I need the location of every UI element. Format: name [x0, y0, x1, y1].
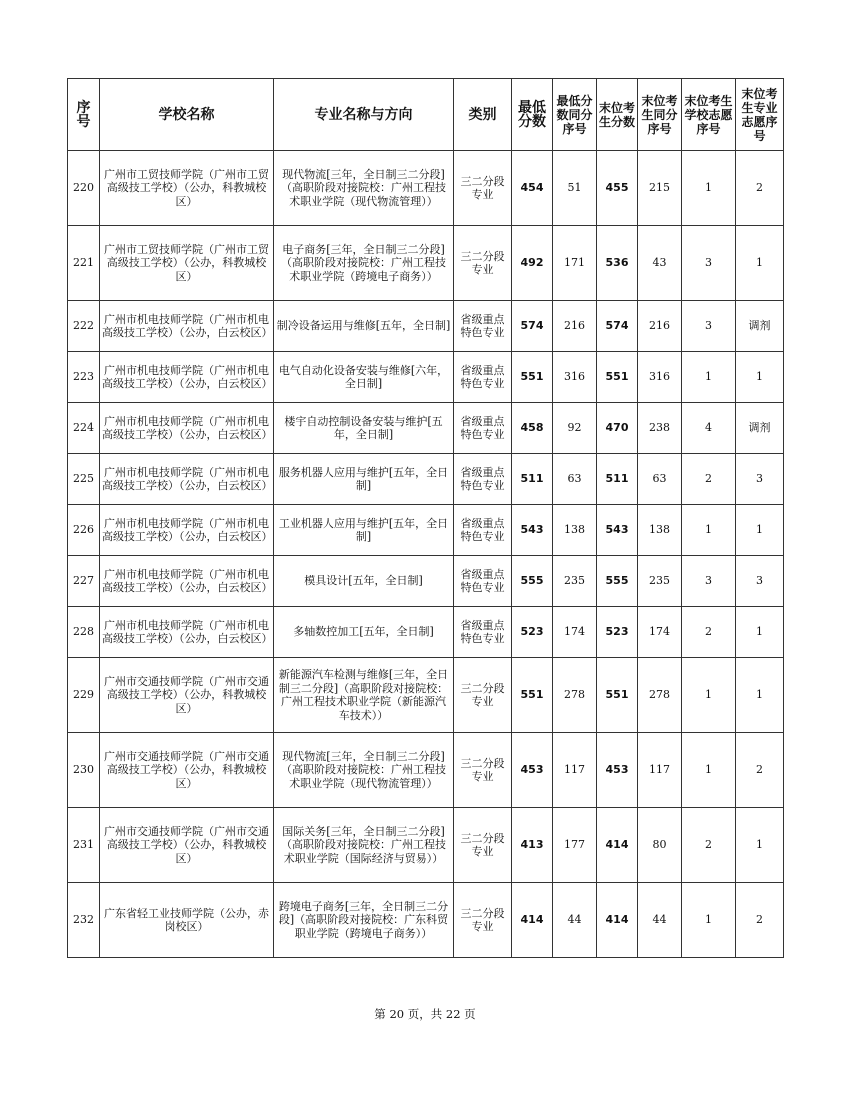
last-score: 543: [597, 505, 638, 556]
table-row: [68, 607, 784, 658]
school-name: 广州市机电技师学院（广州市机电高级技工学校）（公办，白云校区）: [100, 556, 274, 607]
row-number: 229: [68, 658, 100, 733]
row-number: 228: [68, 607, 100, 658]
last-score-rank: 316: [638, 352, 682, 403]
row-number: 227: [68, 556, 100, 607]
school-name: 广州市机电技师学院（广州市机电高级技工学校）（公办，白云校区）: [100, 352, 274, 403]
school-name: 广州市机电技师学院（广州市机电高级技工学校）（公办，白云校区）: [100, 505, 274, 556]
header-last-score: 末位考生分数: [597, 79, 638, 151]
last-score-rank: 215: [638, 151, 682, 226]
school-name: 广州市机电技师学院（广州市机电高级技工学校）（公办，白云校区）: [100, 403, 274, 454]
last-score-rank: 235: [638, 556, 682, 607]
min-score: 492: [512, 226, 553, 301]
row-number: 221: [68, 226, 100, 301]
category: 三二分段专业: [454, 883, 512, 958]
table-row: [68, 556, 784, 607]
category: 省级重点特色专业: [454, 505, 512, 556]
major-name: 电气自动化设备安装与维修[六年，全日制]: [274, 352, 454, 403]
admission-table: [67, 78, 784, 958]
school-name: 广州市机电技师学院（广州市机电高级技工学校）（公办，白云校区）: [100, 454, 274, 505]
header-last-school-pref: 末位考生学校志愿序号: [682, 79, 736, 151]
min-score-rank: 44: [553, 883, 597, 958]
table-body: [68, 151, 784, 958]
major-name: 新能源汽车检测与维修[三年，全日制三二分段]（高职阶段对接院校：广州工程技术职业学院（新能源汽车技术））: [274, 658, 454, 733]
min-score: 555: [512, 556, 553, 607]
school-name: 广州市工贸技师学院（广州市工贸高级技工学校）（公办，科教城校区）: [100, 151, 274, 226]
last-score-rank: 278: [638, 658, 682, 733]
table-row: [68, 808, 784, 883]
min-score: 543: [512, 505, 553, 556]
min-score-rank: 316: [553, 352, 597, 403]
header-min-score: 最低分数: [512, 79, 553, 151]
min-score-rank: 51: [553, 151, 597, 226]
last-score: 536: [597, 226, 638, 301]
table-row: [68, 352, 784, 403]
row-number: 223: [68, 352, 100, 403]
header-min-rank: 最低分数同分序号: [553, 79, 597, 151]
school-preference: 2: [682, 454, 736, 505]
min-score: 458: [512, 403, 553, 454]
min-score: 523: [512, 607, 553, 658]
table-row: [68, 505, 784, 556]
last-score: 470: [597, 403, 638, 454]
school-preference: 3: [682, 301, 736, 352]
category: 三二分段专业: [454, 658, 512, 733]
table-row: [68, 226, 784, 301]
school-preference: 3: [682, 226, 736, 301]
min-score-rank: 278: [553, 658, 597, 733]
category: 省级重点特色专业: [454, 301, 512, 352]
table-row: [68, 403, 784, 454]
category: 省级重点特色专业: [454, 607, 512, 658]
header-last-major-pref: 末位考生专业志愿序号: [736, 79, 784, 151]
school-preference: 1: [682, 883, 736, 958]
last-score: 555: [597, 556, 638, 607]
row-number: 222: [68, 301, 100, 352]
major-preference: 1: [736, 352, 784, 403]
major-preference: 调剂: [736, 403, 784, 454]
min-score-rank: 174: [553, 607, 597, 658]
category: 三二分段专业: [454, 151, 512, 226]
category: 省级重点特色专业: [454, 403, 512, 454]
last-score: 414: [597, 883, 638, 958]
major-preference: 1: [736, 808, 784, 883]
major-preference: 2: [736, 151, 784, 226]
major-name: 跨境电子商务[三年，全日制三二分段]（高职阶段对接院校：广东科贸职业学院（跨境电子商务））: [274, 883, 454, 958]
last-score-rank: 43: [638, 226, 682, 301]
min-score: 574: [512, 301, 553, 352]
table-row: [68, 301, 784, 352]
major-name: 多轴数控加工[五年，全日制]: [274, 607, 454, 658]
school-preference: 1: [682, 733, 736, 808]
school-preference: 1: [682, 505, 736, 556]
major-name: 现代物流[三年，全日制三二分段]（高职阶段对接院校：广州工程技术职业学院（现代物流管理））: [274, 733, 454, 808]
major-preference: 2: [736, 883, 784, 958]
last-score: 523: [597, 607, 638, 658]
last-score: 414: [597, 808, 638, 883]
category: 三二分段专业: [454, 808, 512, 883]
min-score-rank: 216: [553, 301, 597, 352]
school-name: 广东省轻工业技师学院（公办，赤岗校区）: [100, 883, 274, 958]
major-name: 电子商务[三年，全日制三二分段]（高职阶段对接院校：广州工程技术职业学院（跨境电子商务））: [274, 226, 454, 301]
major-preference: 2: [736, 733, 784, 808]
school-preference: 1: [682, 151, 736, 226]
table-header-row: [68, 79, 784, 151]
category: 三二分段专业: [454, 733, 512, 808]
major-name: 现代物流[三年，全日制三二分段]（高职阶段对接院校：广州工程技术职业学院（现代物流管理））: [274, 151, 454, 226]
header-major: 专业名称与方向: [274, 79, 454, 151]
school-preference: 1: [682, 352, 736, 403]
table-row: [68, 658, 784, 733]
major-preference: 调剂: [736, 301, 784, 352]
min-score-rank: 138: [553, 505, 597, 556]
major-preference: 1: [736, 226, 784, 301]
min-score: 551: [512, 658, 553, 733]
row-number: 224: [68, 403, 100, 454]
last-score-rank: 63: [638, 454, 682, 505]
last-score: 551: [597, 352, 638, 403]
table-row: [68, 733, 784, 808]
min-score-rank: 177: [553, 808, 597, 883]
school-preference: 4: [682, 403, 736, 454]
last-score-rank: 238: [638, 403, 682, 454]
header-no: 序号: [68, 79, 100, 151]
school-preference: 1: [682, 658, 736, 733]
last-score: 455: [597, 151, 638, 226]
last-score: 453: [597, 733, 638, 808]
major-preference: 1: [736, 658, 784, 733]
school-name: 广州市工贸技师学院（广州市工贸高级技工学校）（公办，科教城校区）: [100, 226, 274, 301]
major-name: 工业机器人应用与维护[五年，全日制]: [274, 505, 454, 556]
row-number: 230: [68, 733, 100, 808]
school-name: 广州市交通技师学院（广州市交通高级技工学校）（公办，科教城校区）: [100, 658, 274, 733]
school-preference: 2: [682, 808, 736, 883]
min-score-rank: 235: [553, 556, 597, 607]
last-score: 574: [597, 301, 638, 352]
last-score-rank: 138: [638, 505, 682, 556]
last-score-rank: 44: [638, 883, 682, 958]
table-row: [68, 454, 784, 505]
last-score-rank: 80: [638, 808, 682, 883]
min-score-rank: 63: [553, 454, 597, 505]
major-preference: 1: [736, 505, 784, 556]
last-score-rank: 117: [638, 733, 682, 808]
min-score: 511: [512, 454, 553, 505]
min-score-rank: 92: [553, 403, 597, 454]
school-name: 广州市机电技师学院（广州市机电高级技工学校）（公办，白云校区）: [100, 301, 274, 352]
major-preference: 3: [736, 454, 784, 505]
page-footer: 第 20 页，共 22 页: [374, 1007, 476, 1021]
school-preference: 3: [682, 556, 736, 607]
major-name: 国际关务[三年，全日制三二分段]（高职阶段对接院校：广州工程技术职业学院（国际经济与贸易））: [274, 808, 454, 883]
min-score-rank: 171: [553, 226, 597, 301]
major-name: 服务机器人应用与维护[五年，全日制]: [274, 454, 454, 505]
major-name: 楼宇自动控制设备安装与维护[五年，全日制]: [274, 403, 454, 454]
row-number: 231: [68, 808, 100, 883]
major-name: 制冷设备运用与维修[五年，全日制]: [274, 301, 454, 352]
category: 省级重点特色专业: [454, 556, 512, 607]
major-name: 模具设计[五年，全日制]: [274, 556, 454, 607]
category: 三二分段专业: [454, 226, 512, 301]
last-score-rank: 174: [638, 607, 682, 658]
row-number: 220: [68, 151, 100, 226]
min-score: 454: [512, 151, 553, 226]
school-preference: 2: [682, 607, 736, 658]
min-score: 414: [512, 883, 553, 958]
table-row: [68, 151, 784, 226]
min-score: 551: [512, 352, 553, 403]
last-score: 511: [597, 454, 638, 505]
school-name: 广州市交通技师学院（广州市交通高级技工学校）（公办，科教城校区）: [100, 808, 274, 883]
school-name: 广州市交通技师学院（广州市交通高级技工学校）（公办，科教城校区）: [100, 733, 274, 808]
major-preference: 1: [736, 607, 784, 658]
category: 省级重点特色专业: [454, 454, 512, 505]
last-score-rank: 216: [638, 301, 682, 352]
school-name: 广州市机电技师学院（广州市机电高级技工学校）（公办，白云校区）: [100, 607, 274, 658]
table-row: [68, 883, 784, 958]
row-number: 232: [68, 883, 100, 958]
last-score: 551: [597, 658, 638, 733]
category: 省级重点特色专业: [454, 352, 512, 403]
header-school: 学校名称: [100, 79, 274, 151]
header-last-rank: 末位考生同分序号: [638, 79, 682, 151]
row-number: 226: [68, 505, 100, 556]
header-category: 类别: [454, 79, 512, 151]
row-number: 225: [68, 454, 100, 505]
min-score: 413: [512, 808, 553, 883]
min-score: 453: [512, 733, 553, 808]
major-preference: 3: [736, 556, 784, 607]
min-score-rank: 117: [553, 733, 597, 808]
